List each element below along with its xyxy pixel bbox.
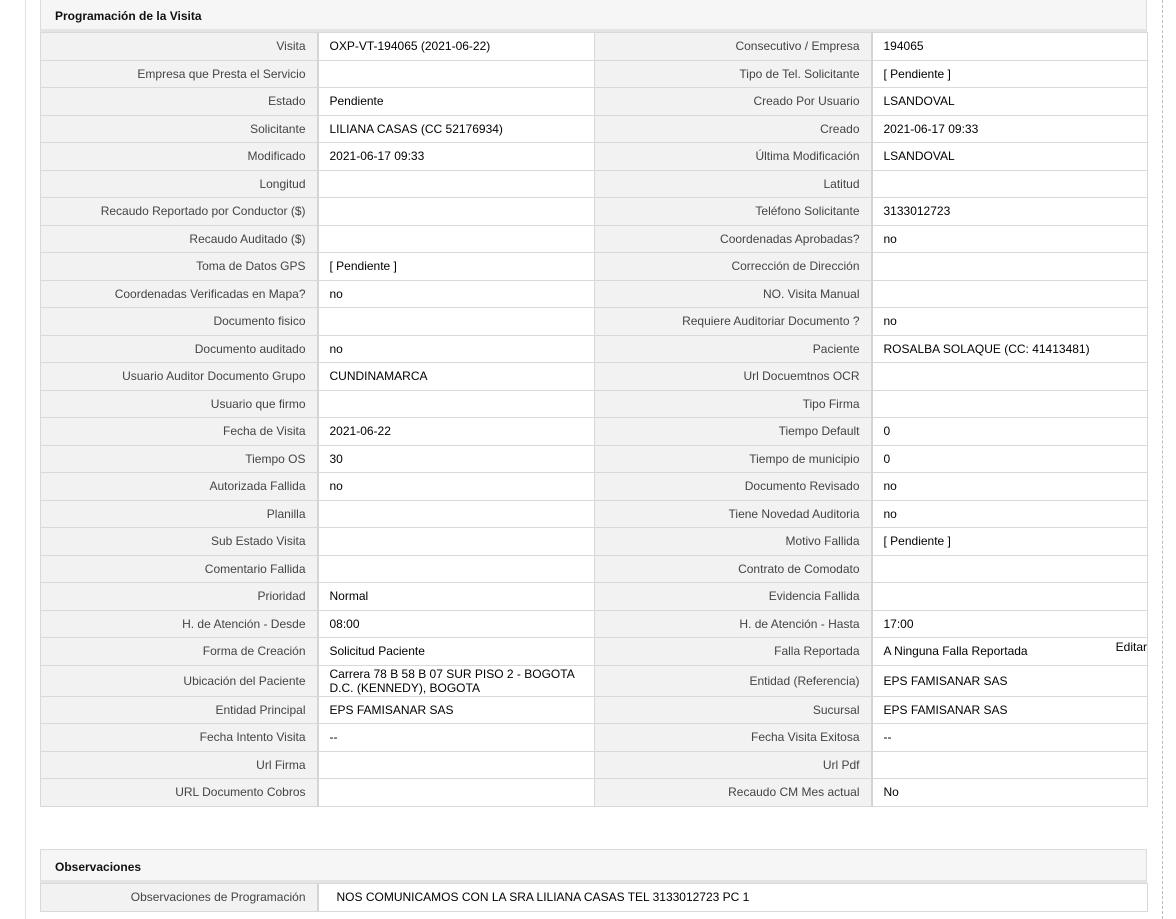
table-row <box>41 33 1148 61</box>
table-row <box>41 335 1148 363</box>
url-docuemtnos-ocr-value <box>872 363 1148 391</box>
url-firma-label: Url Firma <box>41 751 318 779</box>
recaudo-auditado-value <box>318 225 595 253</box>
table-row <box>41 390 1148 418</box>
entidad-referencia-label: Entidad (Referencia) <box>595 665 872 696</box>
latitud-label: Latitud <box>595 170 872 198</box>
comentario-fallida-label: Comentario Fallida <box>41 555 318 583</box>
programacion-table <box>40 32 1148 807</box>
creado-label: Creado <box>595 115 872 143</box>
observaciones-de-programacion-value: NOS COMUNICAMOS CON LA SRA LILIANA CASAS TEL 3133012723 PC 1 <box>318 884 1148 912</box>
fecha-de-visita-label: Fecha de Visita <box>41 418 318 446</box>
documento-auditado-label: Documento auditado <box>41 335 318 363</box>
contrato-de-comodato-value <box>872 555 1148 583</box>
planilla-label: Planilla <box>41 500 318 528</box>
tiene-novedad-auditoria-value: no <box>872 500 1148 528</box>
solicitante-label: Solicitante <box>41 115 318 143</box>
modificado-value: 2021-06-17 09:33 <box>318 143 595 171</box>
table-row <box>41 665 1148 696</box>
usuario-auditor-documento-grupo-value: CUNDINAMARCA <box>318 363 595 391</box>
documento-revisado-value: no <box>872 473 1148 501</box>
recaudo-reportado-por-conductor-label: Recaudo Reportado por Conductor ($) <box>41 198 318 226</box>
observaciones-table <box>40 883 1148 912</box>
toma-de-datos-gps-value: [ Pendiente ] <box>318 253 595 281</box>
tipo-de-tel-solicitante-label: Tipo de Tel. Solicitante <box>595 60 872 88</box>
programacion-panel <box>40 0 1147 807</box>
tiempo-default-label: Tiempo Default <box>595 418 872 446</box>
table-row <box>41 253 1148 281</box>
table-row <box>41 198 1148 226</box>
entidad-principal-label: Entidad Principal <box>41 696 318 724</box>
h-de-atencion-hasta-value: 17:00 <box>872 610 1148 638</box>
autorizada-fallida-label: Autorizada Fallida <box>41 473 318 501</box>
paciente-value: ROSALBA SOLAQUE (CC: 41413481) <box>872 335 1148 363</box>
planilla-value <box>318 500 595 528</box>
table-row <box>41 445 1148 473</box>
table-row <box>41 418 1148 446</box>
correccion-de-direccion-value <box>872 253 1148 281</box>
tiempo-de-municipio-value: 0 <box>872 445 1148 473</box>
falla-reportada-value-text: A Ninguna Falla Reportada <box>883 644 1028 659</box>
prioridad-label: Prioridad <box>41 583 318 611</box>
usuario-que-firmo-label: Usuario que firmo <box>41 390 318 418</box>
contrato-de-comodato-label: Contrato de Comodato <box>595 555 872 583</box>
creado-value: 2021-06-17 09:33 <box>872 115 1148 143</box>
tipo-de-tel-solicitante-value: [ Pendiente ] <box>872 60 1148 88</box>
coordenadas-verificadas-en-mapa-label: Coordenadas Verificadas en Mapa? <box>41 280 318 308</box>
ubicacion-del-paciente-label: Ubicación del Paciente <box>41 665 318 696</box>
entidad-principal-value: EPS FAMISANAR SAS <box>318 696 595 724</box>
requiere-auditoriar-documento-value: no <box>872 308 1148 336</box>
motivo-fallida-value: [ Pendiente ] <box>872 528 1148 556</box>
longitud-label: Longitud <box>41 170 318 198</box>
ultima-modificacion-label: Última Modificación <box>595 143 872 171</box>
table-row <box>41 60 1148 88</box>
url-documento-cobros-value <box>318 779 595 807</box>
no-visita-manual-label: NO. Visita Manual <box>595 280 872 308</box>
editar-link[interactable]: Editar <box>1115 640 1147 654</box>
table-row <box>41 583 1148 611</box>
tiempo-os-label: Tiempo OS <box>41 445 318 473</box>
sub-estado-visita-label: Sub Estado Visita <box>41 528 318 556</box>
fecha-visita-exitosa-value: -- <box>872 724 1148 752</box>
h-de-atencion-desde-value: 08:00 <box>318 610 595 638</box>
url-pdf-label: Url Pdf <box>595 751 872 779</box>
url-docuemtnos-ocr-label: Url Docuemtnos OCR <box>595 363 872 391</box>
url-pdf-value <box>872 751 1148 779</box>
table-row <box>41 280 1148 308</box>
observaciones-de-programacion-label: Observaciones de Programación <box>41 884 318 912</box>
autorizada-fallida-value: no <box>318 473 595 501</box>
fecha-visita-exitosa-label: Fecha Visita Exitosa <box>595 724 872 752</box>
comentario-fallida-value <box>318 555 595 583</box>
consecutivo-empresa-value: 194065 <box>872 33 1148 61</box>
table-row <box>41 884 1148 912</box>
paciente-label: Paciente <box>595 335 872 363</box>
table-row <box>41 308 1148 336</box>
url-documento-cobros-label: URL Documento Cobros <box>41 779 318 807</box>
usuario-que-firmo-value <box>318 390 595 418</box>
telefono-solicitante-label: Teléfono Solicitante <box>595 198 872 226</box>
ubicacion-del-paciente-value: Carrera 78 B 58 B 07 SUR PISO 2 - BOGOTA D.C. (KENNEDY), BOGOTA <box>318 665 595 696</box>
table-row <box>41 225 1148 253</box>
left-rule <box>25 0 26 919</box>
recaudo-reportado-por-conductor-value <box>318 198 595 226</box>
requiere-auditoriar-documento-label: Requiere Auditoriar Documento ? <box>595 308 872 336</box>
solicitante-value: LILIANA CASAS (CC 52176934) <box>318 115 595 143</box>
table-row <box>41 88 1148 116</box>
tiempo-de-municipio-label: Tiempo de municipio <box>595 445 872 473</box>
recaudo-cm-mes-actual-label: Recaudo CM Mes actual <box>595 779 872 807</box>
recaudo-cm-mes-actual-value: No <box>872 779 1148 807</box>
documento-revisado-label: Documento Revisado <box>595 473 872 501</box>
empresa-que-presta-el-servicio-label: Empresa que Presta el Servicio <box>41 60 318 88</box>
sub-estado-visita-value <box>318 528 595 556</box>
table-row <box>41 500 1148 528</box>
evidencia-fallida-value <box>872 583 1148 611</box>
latitud-value <box>872 170 1148 198</box>
coordenadas-aprobadas-label: Coordenadas Aprobadas? <box>595 225 872 253</box>
correccion-de-direccion-label: Corrección de Dirección <box>595 253 872 281</box>
coordenadas-verificadas-en-mapa-value: no <box>318 280 595 308</box>
observaciones-panel <box>40 849 1147 912</box>
toma-de-datos-gps-label: Toma de Datos GPS <box>41 253 318 281</box>
forma-de-creacion-value: Solicitud Paciente <box>318 638 595 666</box>
consecutivo-empresa-label: Consecutivo / Empresa <box>595 33 872 61</box>
motivo-fallida-label: Motivo Fallida <box>595 528 872 556</box>
creado-por-usuario-label: Creado Por Usuario <box>595 88 872 116</box>
table-row <box>41 610 1148 638</box>
falla-reportada-value <box>872 638 1148 666</box>
longitud-value <box>318 170 595 198</box>
table-row <box>41 528 1148 556</box>
sucursal-value: EPS FAMISANAR SAS <box>872 696 1148 724</box>
tiempo-os-value: 30 <box>318 445 595 473</box>
recaudo-auditado-label: Recaudo Auditado ($) <box>41 225 318 253</box>
modificado-label: Modificado <box>41 143 318 171</box>
url-firma-value <box>318 751 595 779</box>
h-de-atencion-hasta-label: H. de Atención - Hasta <box>595 610 872 638</box>
tipo-firma-value <box>872 390 1148 418</box>
fecha-intento-visita-value: -- <box>318 724 595 752</box>
right-scroll-rule <box>1162 0 1163 919</box>
table-row <box>41 473 1148 501</box>
fecha-intento-visita-label: Fecha Intento Visita <box>41 724 318 752</box>
table-row <box>41 779 1148 807</box>
tipo-firma-label: Tipo Firma <box>595 390 872 418</box>
empresa-que-presta-el-servicio-value <box>318 60 595 88</box>
documento-fisico-label: Documento fisico <box>41 308 318 336</box>
creado-por-usuario-value: LSANDOVAL <box>872 88 1148 116</box>
table-row <box>41 724 1148 752</box>
telefono-solicitante-value: 3133012723 <box>872 198 1148 226</box>
tiene-novedad-auditoria-label: Tiene Novedad Auditoria <box>595 500 872 528</box>
documento-fisico-value <box>318 308 595 336</box>
table-row <box>41 363 1148 391</box>
prioridad-value: Normal <box>318 583 595 611</box>
table-row <box>41 555 1148 583</box>
usuario-auditor-documento-grupo-label: Usuario Auditor Documento Grupo <box>41 363 318 391</box>
ultima-modificacion-value: LSANDOVAL <box>872 143 1148 171</box>
table-row <box>41 170 1148 198</box>
documento-auditado-value: no <box>318 335 595 363</box>
entidad-referencia-value: EPS FAMISANAR SAS <box>872 665 1148 696</box>
table-row <box>41 115 1148 143</box>
sucursal-label: Sucursal <box>595 696 872 724</box>
coordenadas-aprobadas-value: no <box>872 225 1148 253</box>
tiempo-default-value: 0 <box>872 418 1148 446</box>
evidencia-fallida-label: Evidencia Fallida <box>595 583 872 611</box>
visita-label: Visita <box>41 33 318 61</box>
table-row <box>41 143 1148 171</box>
estado-label: Estado <box>41 88 318 116</box>
table-row <box>41 638 1148 666</box>
no-visita-manual-value <box>872 280 1148 308</box>
h-de-atencion-desde-label: H. de Atención - Desde <box>41 610 318 638</box>
falla-reportada-label: Falla Reportada <box>595 638 872 666</box>
estado-value: Pendiente <box>318 88 595 116</box>
forma-de-creacion-label: Forma de Creación <box>41 638 318 666</box>
programacion-title: Programación de la Visita <box>40 0 1147 32</box>
table-row <box>41 696 1148 724</box>
visita-value: OXP-VT-194065 (2021-06-22) <box>318 33 595 61</box>
table-row <box>41 751 1148 779</box>
fecha-de-visita-value: 2021-06-22 <box>318 418 595 446</box>
observaciones-title: Observaciones <box>40 849 1147 883</box>
